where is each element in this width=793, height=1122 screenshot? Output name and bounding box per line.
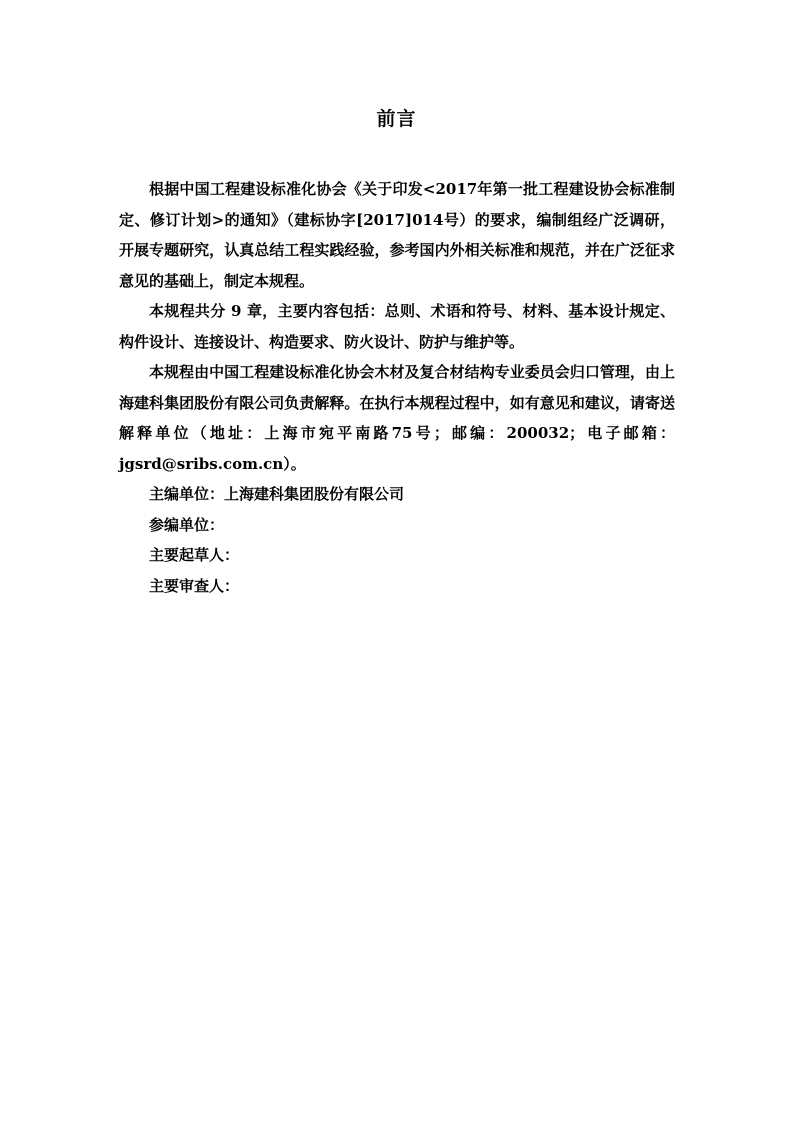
management-paragraph: 本规程由中国工程建设标准化协会木材及复合材结构专业委员会归口管理，由上海建科集团股份有限公司负责解释。在执行本规程过程中，如有意见和建议，请寄送解释单位（地址：上海市宛平南路75号；邮编：200032；电子邮箱：jgsrd@sribs.com.cn）。: [119, 363, 675, 473]
document-body: [119, 174, 675, 601]
main-reviewers-line: 主要审查人：: [149, 576, 240, 595]
chief-editor-line: 主编单位：上海建科集团股份有限公司: [149, 485, 405, 503]
intro-paragraph: 根据中国工程建设标准化协会《关于印发<2017年第一批工程建设协会标准制定、修订计划>的通知》（建标协字[2017]014号）的要求，编制组经广泛调研，开展专题研究，认真总结工程实践经验，参考国内外相关标准和规范，并在广泛征求意见的基础上，制定本规程。: [119, 180, 675, 290]
main-drafters-line: 主要起草人：: [149, 546, 240, 564]
chapters-paragraph: 本规程共分 9 章，主要内容包括：总则、术语和符号、材料、基本设计规定、构件设计、连接设计、构造要求、防火设计、防护与维护等。: [119, 302, 675, 351]
participating-units-line: 参编单位：: [149, 515, 225, 534]
page-title: 前言: [376, 108, 417, 130]
